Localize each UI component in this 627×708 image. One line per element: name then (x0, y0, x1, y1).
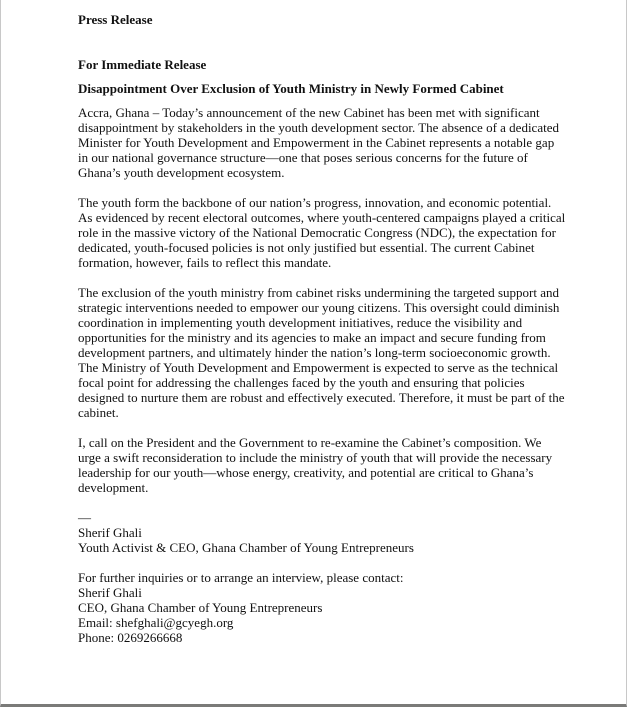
contact-phone: Phone: 0269266668 (78, 630, 183, 645)
headline: Disappointment Over Exclusion of Youth Ministry in Newly Formed Cabinet (78, 81, 504, 96)
paragraph-3 (78, 285, 565, 420)
paragraph-2 (78, 195, 566, 270)
contact-name: Sherif Ghali (78, 585, 142, 600)
text-line: development. (78, 480, 149, 495)
paragraph-1 (78, 105, 558, 180)
paragraph-4 (78, 435, 558, 495)
text-line: development partners, and ultimately hinder the nation’s long-term socioeconomic growth. (78, 345, 551, 360)
signature-name: Sherif Ghali (78, 525, 142, 540)
text-line: formation, however, fails to reflect this mandate. (78, 255, 332, 270)
text-line: dedicated, youth-focused policies is not only justified but essential. The current Cabinet (78, 240, 535, 255)
text-line: designed to nurture them are robust and effectively executed. Therefore, it must be part of the (78, 390, 565, 405)
text-line: Minister for Youth Development and Empowerment in the Cabinet represents a notable gap (78, 135, 555, 150)
signature-block (78, 510, 558, 555)
contact-title: CEO, Ghana Chamber of Young Entrepreneurs (78, 600, 323, 615)
contact-block (78, 570, 558, 645)
text-line: Accra, Ghana – Today’s announcement of the new Cabinet has been met with significant (78, 105, 540, 120)
text-line: I, call on the President and the Government to re-examine the Cabinet’s composition. We (78, 435, 542, 450)
text-line: focal point for addressing the challenges faced by the youth and ensuring that policies (78, 375, 525, 390)
text-line: As evidenced by recent electoral outcomes, where youth-centered campaigns played a critical (78, 210, 566, 225)
text-line: Ghana’s youth development ecosystem. (78, 165, 285, 180)
release-type: For Immediate Release (78, 57, 207, 72)
signature-dash: — (78, 510, 91, 525)
text-line: role in the massive victory of the National Democratic Congress (NDC), the expectation for (78, 225, 556, 240)
text-line: in our national governance structure—one that poses serious concerns for the future of (78, 150, 528, 165)
text-line: cabinet. (78, 405, 119, 420)
contact-intro: For further inquiries or to arrange an interview, please contact: (78, 570, 404, 585)
document-body (78, 12, 566, 660)
text-line: strategic interventions needed to empower our young citizens. This oversight could diminish (78, 300, 560, 315)
signature-title: Youth Activist & CEO, Ghana Chamber of Young Entrepreneurs (78, 540, 414, 555)
text-line: disappointment by stakeholders in the youth development sector. The absence of a dedicated (78, 120, 559, 135)
text-line: urge a swift reconsideration to include the ministry of youth that will provide the necessary (78, 450, 553, 465)
contact-email: Email: shefghali@gcyegh.org (78, 615, 234, 630)
press-release-label: Press Release (78, 12, 153, 27)
text-line: The Ministry of Youth Development and Empowerment is expected to serve as the technical (78, 360, 559, 375)
text-line: The youth form the backbone of our nation’s progress, innovation, and economic potential. (78, 195, 552, 210)
text-line: leadership for our youth—whose energy, creativity, and potential are critical to Ghana’s (78, 465, 534, 480)
text-line: opportunities for the ministry and its agencies to make an impact and secure funding from (78, 330, 546, 345)
text-line: coordination in implementing youth development initiatives, reduce the visibility and (78, 315, 523, 330)
text-line: The exclusion of the youth ministry from cabinet risks undermining the targeted support and (78, 285, 560, 300)
